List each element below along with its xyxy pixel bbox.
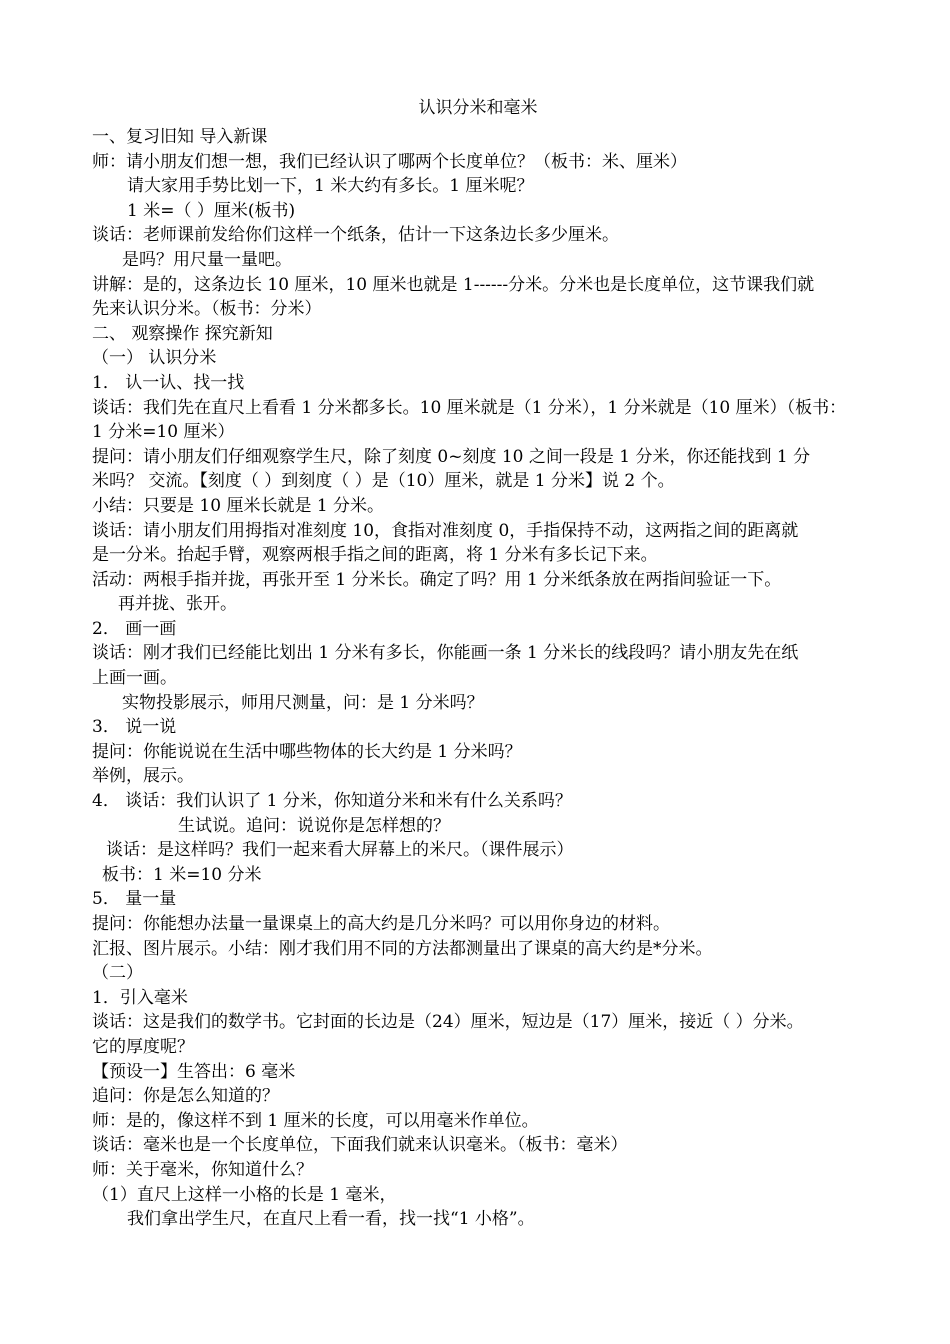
text-line: 师：请小朋友们想一想，我们已经认识了哪两个长度单位？（板书：米、厘米） [92, 151, 687, 172]
text-line: 谈话：我们先在直尺上看看 1 分米都多长。10 厘米就是（1 分米），1 分米就是（10 厘米）（板书： [92, 397, 847, 418]
text-line: 举例，展示。 [92, 766, 194, 787]
text-line: 谈话：老师课前发给你们这样一个纸条，估计一下这条边长多少厘米。 [92, 225, 619, 246]
text-line: 是吗？用尺量一量吧。 [122, 249, 292, 270]
section-heading: 1．引入毫米 [92, 987, 188, 1008]
text-line: 汇报、图片展示。小结：刚才我们用不同的方法都测量出了课桌的高大约是*分米。 [92, 938, 713, 959]
document-title: 认识分米和毫米 [418, 98, 538, 118]
text-line: 生试说。追问：说说你是怎样想的？ [178, 815, 450, 836]
section-heading: 3． 说一说 [92, 717, 177, 738]
text-line: 1 分米=10 厘米） [92, 422, 235, 443]
text-line: 提问：你能说说在生活中哪些物体的长大约是 1 分米吗？ [92, 741, 522, 762]
text-line: （1）直尺上这样一小格的长是 1 毫米， [92, 1184, 397, 1205]
text-line: 板书：1 米=10 分米 [102, 864, 262, 885]
subheading-decimeter: （一） 认识分米 [92, 348, 217, 369]
text-line: 谈话：是这样吗？我们一起来看大屏幕上的米尺。（课件展示） [106, 840, 574, 861]
text-line: 提问：你能想办法量一量课桌上的高大约是几分米吗？可以用你身边的材料。 [92, 914, 670, 934]
text-line: 活动：两根手指并拢，再张开至 1 分米长。确定了吗？用 1 分米纸条放在两指间验证一下。 [92, 569, 782, 590]
text-line: 小结：只要是 10 厘米长就是 1 分米。 [92, 495, 385, 516]
section-heading: 1． 认一认、找一找 [92, 372, 245, 393]
text-line: 谈话：刚才我们已经能比划出 1 分米有多长，你能画一条 1 分米长的线段吗？请小朋友先在纸 [92, 643, 799, 664]
text-line: 实物投影展示，师用尺测量，问：是 1 分米吗？ [122, 692, 484, 713]
text-line: 上画一画。 [92, 668, 177, 689]
text-line: 再并拢、张开。 [118, 594, 237, 615]
text-line: 追问：你是怎么知道的？ [92, 1086, 279, 1107]
text-line: 提问：请小朋友们仔细观察学生尺，除了刻度 0~刻度 10 之间一段是 1 分米，你还能找到 1 分 [92, 446, 811, 467]
text-line: 师：是的，像这样不到 1 厘米的长度，可以用毫米作单位。 [92, 1110, 539, 1131]
text-line: 它的厚度呢？ [92, 1036, 194, 1057]
text-line: 我们拿出学生尺，在直尺上看一看，找一找“1 小格”。 [127, 1209, 535, 1230]
text-line: 谈话：这是我们的数学书。它封面的长边是（24）厘米，短边是（17）厘米，接近（ ）分米。 [92, 1012, 804, 1033]
text-line: 请大家用手势比划一下，1 米大约有多长。1 厘米呢？ [127, 176, 534, 197]
section-heading: 5． 量一量 [92, 889, 177, 910]
text-line: 谈话：毫米也是一个长度单位，下面我们就来认识毫米。（板书：毫米） [92, 1135, 628, 1156]
text-line: 【预设一】生答出：6 毫米 [92, 1061, 296, 1082]
heading-review: 一、复习旧知 导入新课 [92, 127, 268, 147]
text-line: 谈话：请小朋友们用拇指对准刻度 10，食指对准刻度 0，手指保持不动，这两指之间的距离就 [92, 520, 799, 541]
text-line: 1 米=（ ）厘米(板书) [127, 200, 296, 221]
section-heading: 4． 谈话：我们认识了 1 分米，你知道分米和米有什么关系吗？ [92, 791, 572, 812]
heading-explore: 二、 观察操作 探究新知 [92, 323, 273, 344]
text-line: 先来认识分米。（板书：分米） [92, 299, 322, 320]
subheading-millimeter: （二） [92, 963, 143, 984]
text-line: 讲解：是的，这条边长 10 厘米，10 厘米也就是 1------分米。分米也是长度单位，这节课我们就 [92, 274, 815, 295]
text-line: 米吗？ 交流。【刻度（ ）到刻度（ ）是（10）厘米，就是 1 分米】说 2 个。 [92, 471, 675, 492]
document-page [92, 96, 864, 1232]
text-line: 师：关于毫米，你知道什么？ [92, 1159, 313, 1180]
section-heading: 2． 画一画 [92, 618, 177, 639]
text-line: 是一分米。抬起手臂，观察两根手指之间的距离，将 1 分米有多长记下来。 [92, 545, 658, 566]
